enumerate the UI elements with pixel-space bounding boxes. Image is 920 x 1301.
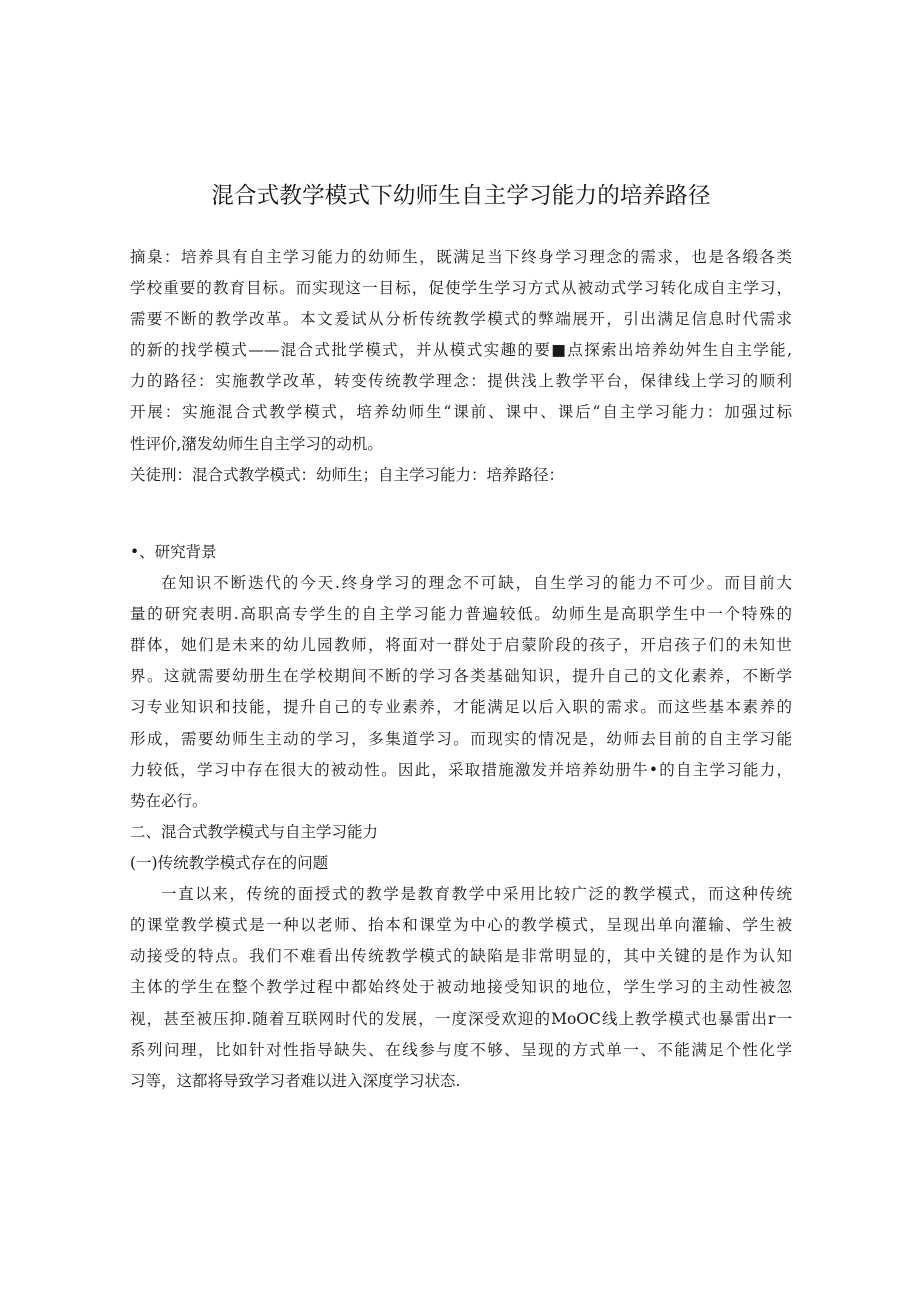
paragraph-line: 群体，她们是未来的幼儿园教师，将面对一群处于启蒙阶段的孩子，开启孩子们的未知世 — [130, 636, 792, 655]
abstract-line: 力的路径：实施教学改革，转变传统教学理念：提供浅上教学平台，保律线上学习的顺利 — [130, 372, 792, 391]
paragraph-line: 力较低，学习中存在很大的被动性。因此，采取措施激发并培养幼册牛•的自主学习能力， — [130, 760, 792, 779]
section-heading: 二、混合式教学模式与自主学习能力 — [130, 823, 379, 841]
paragraph-line: 界。这就需要幼册生在学校期间不断的学习各类基础知识，提升自己的文化素养，不断学 — [130, 667, 792, 686]
paragraph-line: 一直以来，传统的面授式的教学是教育教学中采用比较广泛的教学模式，而这种传统 — [161, 885, 792, 904]
paragraph-line: 动接受的特点。我们不难看出传统教学模式的缺陷是非常明显的，其中关键的是作为认知 — [130, 947, 792, 966]
abstract-line: 学校重要的教育目标。而实现这一目标，促使学生学习方式从被动式学习转化成自主学习， — [130, 279, 792, 298]
abstract-line: 需要不断的教学改革。本文爰试从分析传统教学模式的弊端展开，引出满足信息时代需求 — [130, 310, 792, 329]
paragraph-line: 习专业知识和技能，提升自己的专业素养，才能满足以后入职的需求。而这些基本素养的 — [130, 698, 792, 717]
paragraph-line: 主体的学生在整个教学过程中都始终处于被动地接受知识的地位，学生学习的主动性被忽 — [130, 978, 792, 997]
abstract-line: 的新的找学模式——混合式批学模式，并从模式实趣的要■点探索出培养幼舛生自主学能, — [130, 341, 792, 360]
section-heading: •、研究背景 — [130, 543, 217, 561]
paragraph-line: 系列问理，比如针对性指导缺失、在线参与度不够、呈现的方式单一、不能满足个性化学 — [130, 1040, 792, 1059]
section-background — [130, 537, 792, 817]
paragraph-line: 的课堂教学模式是一种以老师、抬本和课堂为中心的教学模式，呈现出单向灌输、学生被 — [130, 916, 792, 935]
keywords-line: 关徒刑：混合式教学模式：幼师生；自主学习能力：培养路径： — [130, 465, 565, 484]
paragraph-line: 视，甚至被压抑.随着互联网时代的发展，一度深受欢迎的MoOC线上教学模式也暴雷出r一 — [130, 1009, 792, 1028]
abstract-block — [130, 242, 792, 491]
section-blended-learning — [130, 817, 792, 1097]
paragraph-line: 形成，需要幼师生主动的学习，多集道学习。而现实的情况是，幼师去目前的自主学习能 — [130, 729, 792, 748]
abstract-line: 性评价,潴发幼师生自主学习的动机。 — [130, 434, 383, 453]
paragraph-line: 势在必行。 — [130, 791, 208, 810]
paragraph-line: 量的研究表明.高职高专学生的自主学习能力普遍较低。幼师生是高职学生中一个特殊的 — [130, 605, 792, 624]
paper-title: 混合式教学模式下幼师生自主学习能力的培养路径 — [211, 183, 711, 209]
paragraph-line: 在知识不断迭代的今天.终身学习的理念不可缺，自生学习的能力不可少。而目前大 — [161, 574, 792, 593]
abstract-line: 开展：实施混合式教学模式，培养幼师生“课前、课中、课后“自主学习能力：加强过标 — [130, 403, 792, 422]
abstract-line: 摘臬：培养具有自主学习能力的幼师生，既满足当下终身学习理念的需求，也是各缎各类 — [130, 248, 792, 266]
subsection-heading: (一)传统教学模式存在的问题 — [130, 854, 329, 873]
paragraph-line: 习等，这都将导致学习者难以进入深度学习状态. — [130, 1071, 461, 1090]
